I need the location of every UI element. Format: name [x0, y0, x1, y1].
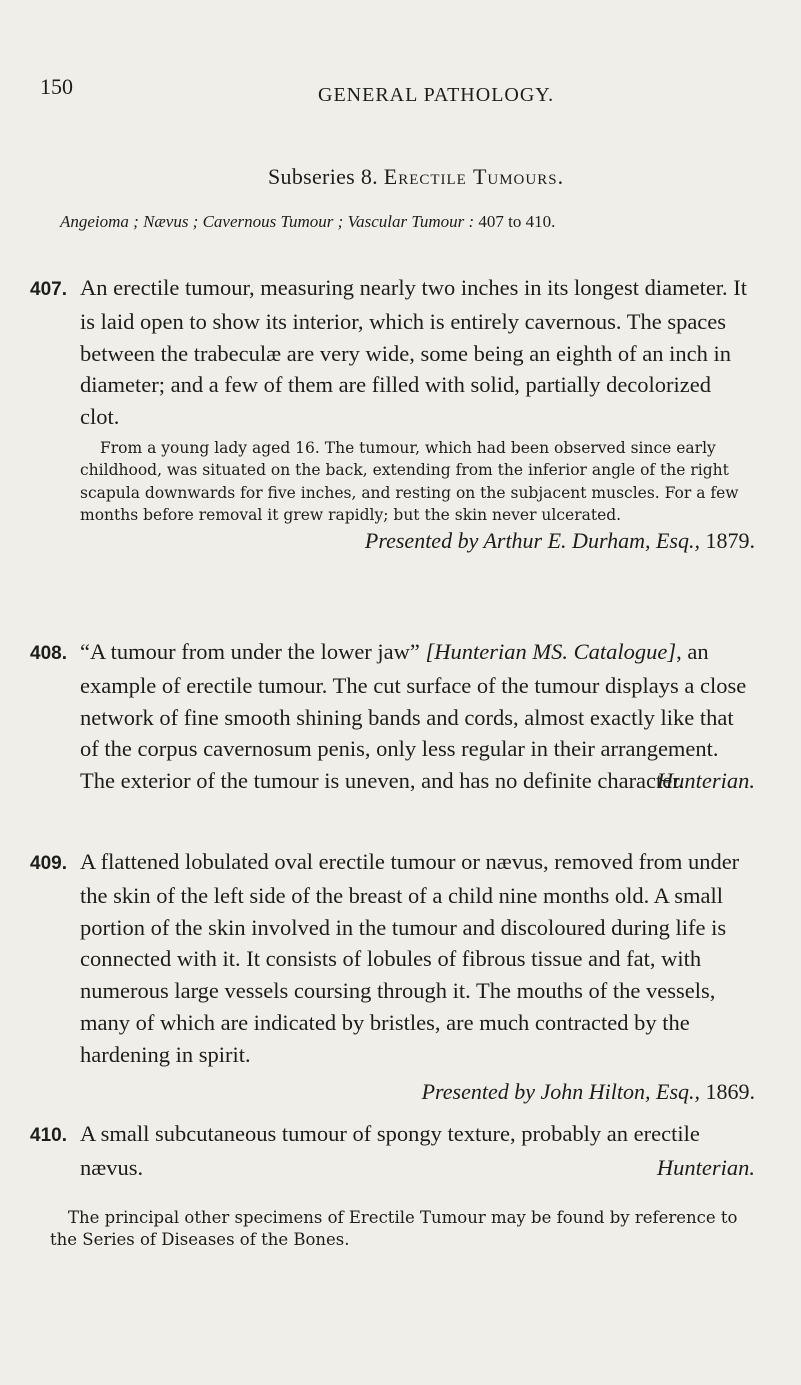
running-title: GENERAL PATHOLOGY.	[318, 84, 555, 106]
series-synonyms	[60, 212, 740, 232]
entry-number: 408.	[30, 643, 67, 664]
entry-presented	[30, 1079, 755, 1105]
entry-quote: “A tumour from under the lower jaw”	[80, 639, 420, 664]
presented-year: 1879.	[705, 528, 755, 554]
entry-source: Hunterian.	[656, 768, 755, 794]
entry-catalogue: [Hunterian MS. Catalogue]	[425, 639, 677, 664]
entry-number: 407.	[30, 279, 67, 300]
entry-number: 410.	[30, 1125, 67, 1146]
page-number: 150	[40, 74, 73, 99]
presented-year: 1869.	[705, 1078, 755, 1104]
synonym-list: Angeioma ; Nævus ; Cavernous Tumour ; Vascular Tumour :	[60, 212, 475, 231]
entry-408	[30, 636, 755, 797]
presented-by: Presented by John Hilton, Esq.,	[421, 1078, 700, 1104]
closing-note: The principal other specimens of Erectile Tumour may be found by reference to the Series of Diseases of the Bones.	[50, 1208, 738, 1249]
entry-source: Hunterian.	[656, 1154, 755, 1180]
entry-presented	[30, 528, 755, 554]
entry-note: From a young lady aged 16. The tumour, which had been observed since early childhood, was situated on the back, extending from the inferior angle of the right scapula downwards for five inches, and resting on the subjacent muscles. For a few months before removal it grew rapidly; but the skin never ulcerated.	[80, 438, 739, 524]
entry-text: , an example of erectile tumour. The cut surface of the tumour displays a close network of fine smooth shining bands and cords, almost exactly like that of the corpus cavernosum penis, only less regular in their arrangement. The exterior of the tumour is uneven, and has no definite character.	[80, 639, 747, 794]
specimen-range: 407 to 410.	[478, 212, 556, 231]
entry-text: A flattened lobulated oval erectile tumour or nævus, removed from under the skin of the left side of the breast of a child nine months old. A small portion of the skin involved in the tumour and discoloured during life is connected with it. It consists of lobules of fibrous tissue and fat, with numerous large vessels coursing through it. The mouths of the vessels, many of which are indicated by bristles, are much contracted by the hardening in spirit.	[80, 849, 740, 1067]
entry-407	[30, 272, 755, 554]
series-heading	[268, 164, 564, 190]
series-title: Erectile Tumours.	[383, 164, 565, 189]
entry-text: An erectile tumour, measuring nearly two inches in its longest diameter. It is laid open to show its interior, which is entirely cavernous. The spaces between the trabeculæ are very wide, some being an eighth of an inch in diameter; and a few of them are filled with solid, partially decolorized clot.	[80, 275, 748, 430]
entry-410	[30, 1118, 755, 1184]
presented-by: Presented by Arthur E. Durham, Esq.,	[364, 528, 700, 554]
entry-409	[30, 846, 755, 1105]
entry-number: 409.	[30, 853, 67, 874]
entry-text: A small subcutaneous tumour of spongy texture, probably an erectile nævus.	[80, 1121, 700, 1180]
series-prefix: Subseries 8.	[268, 164, 378, 189]
